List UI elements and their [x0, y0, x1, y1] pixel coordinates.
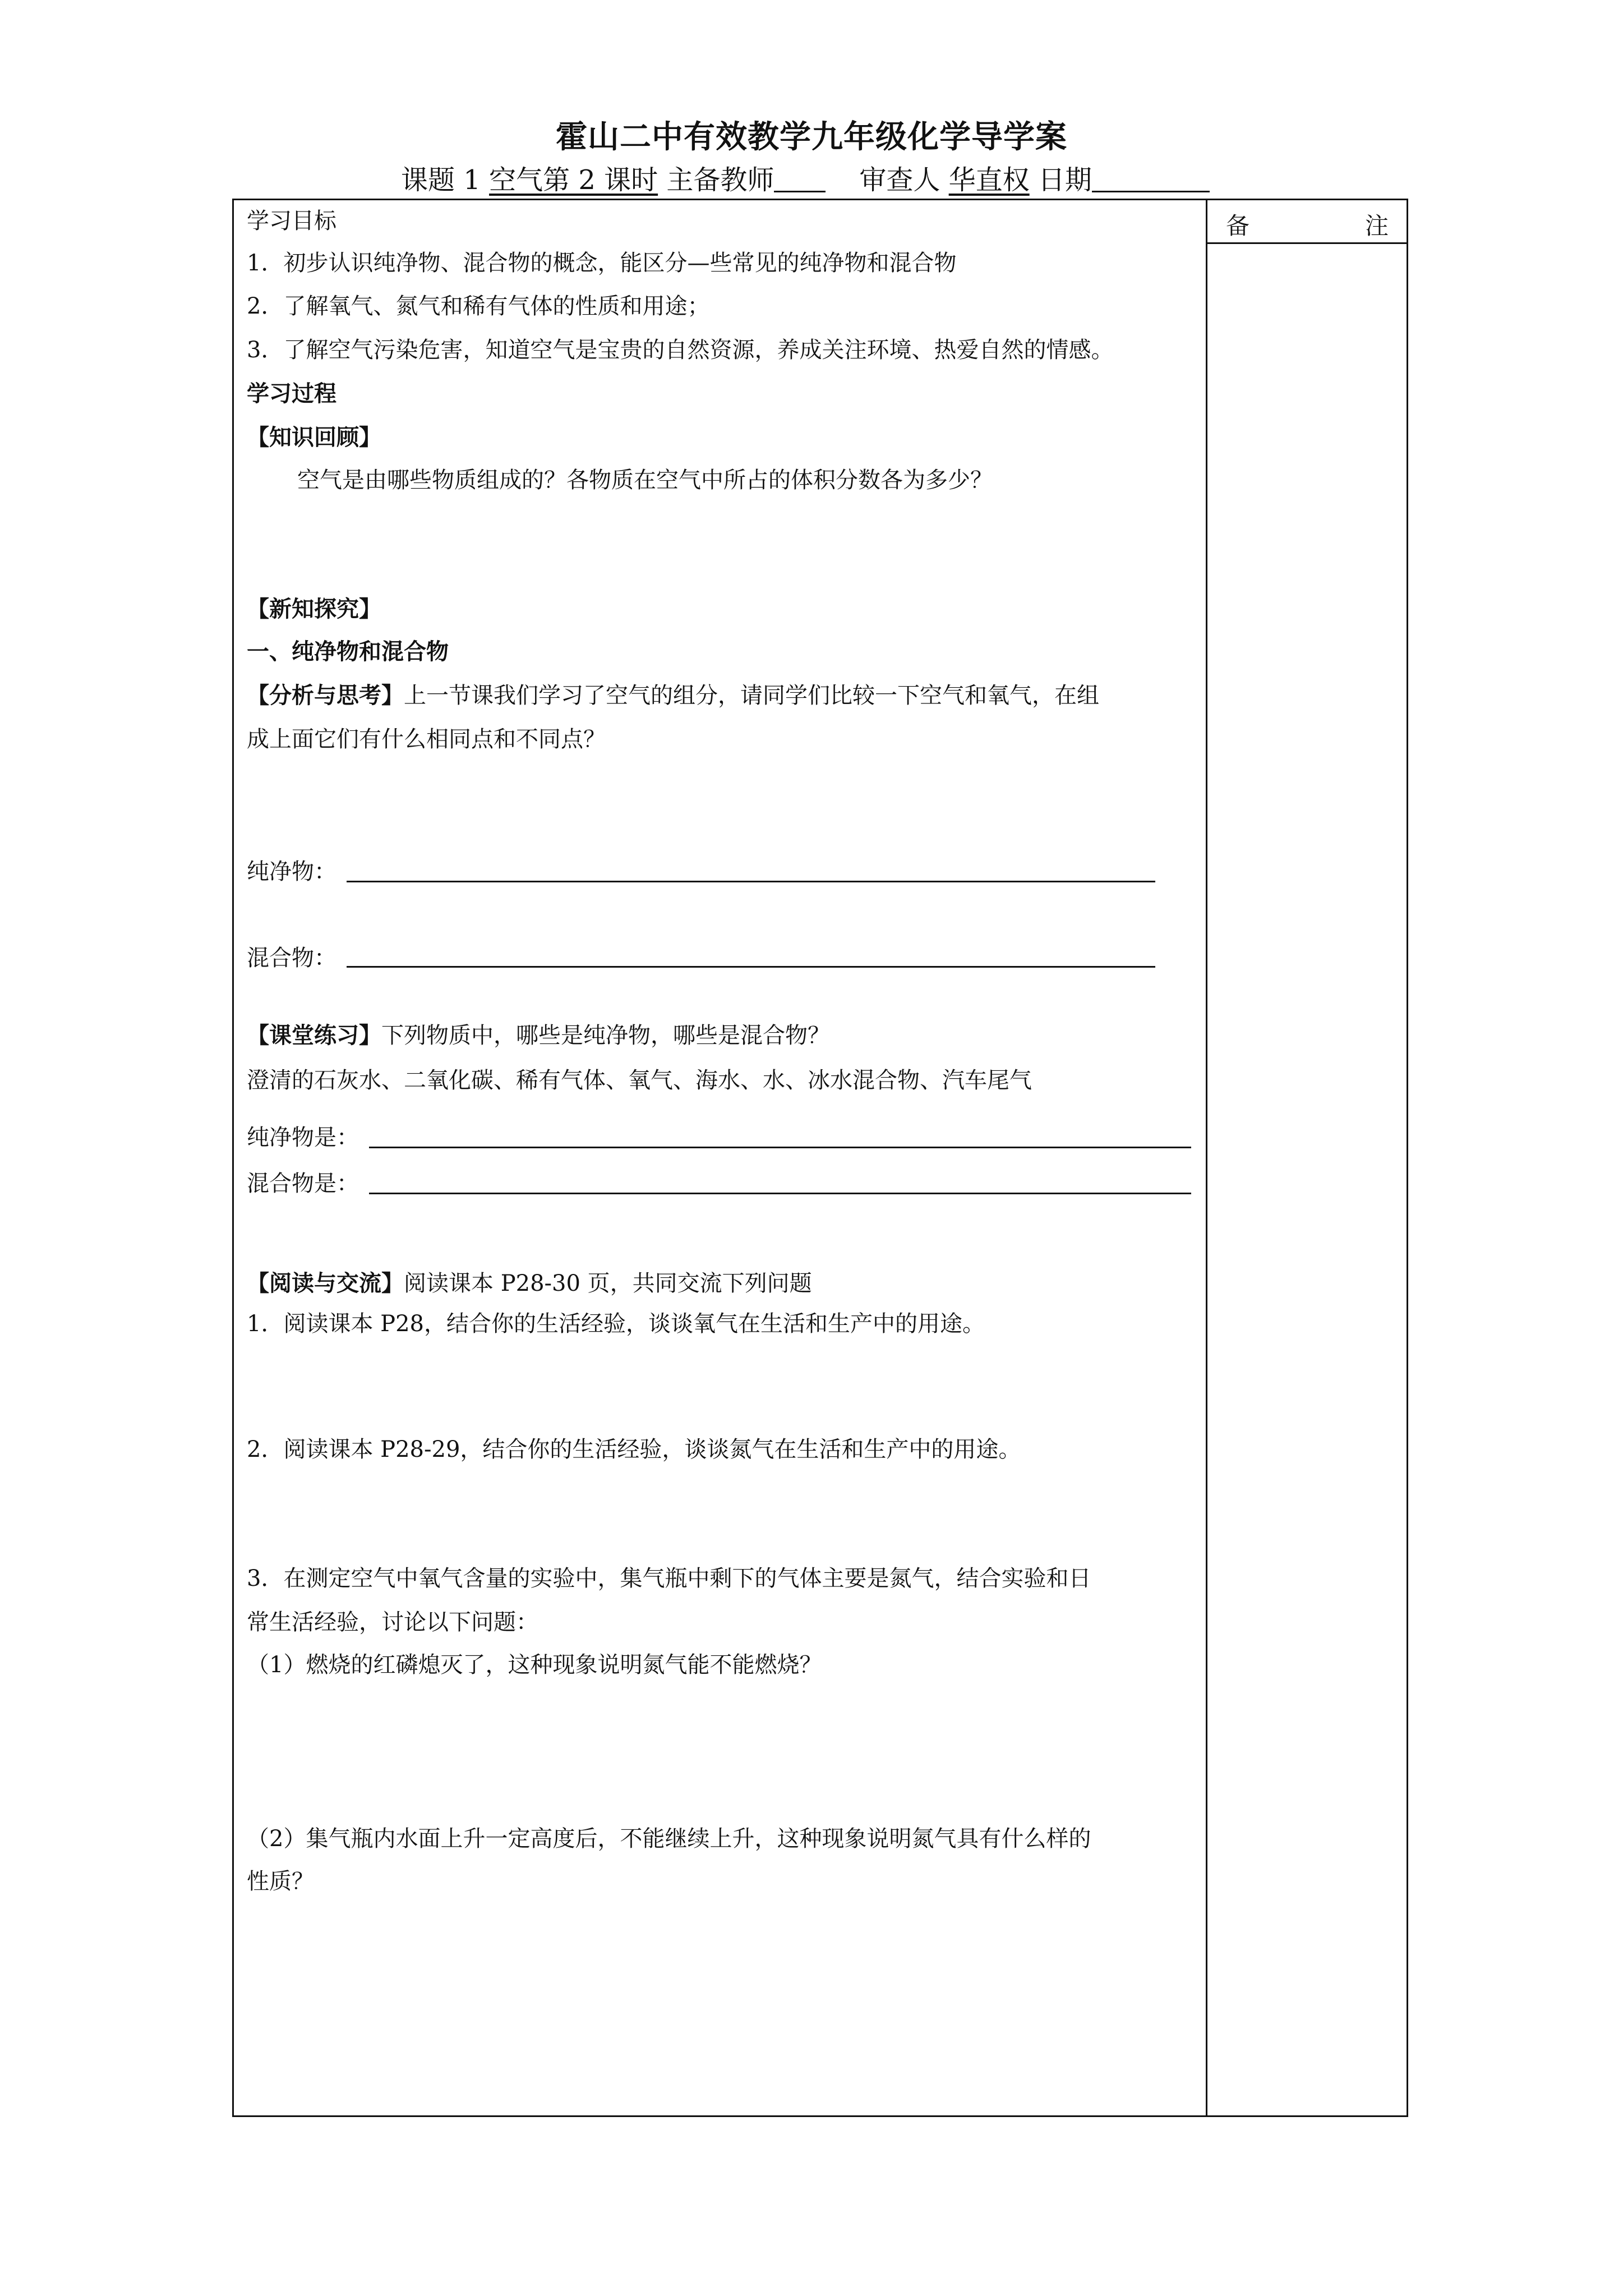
- analysis-label: 【分析与思考】: [247, 682, 404, 708]
- question-3-sub-2-line-2: 性质？: [247, 1869, 314, 1894]
- practice-line: [247, 1022, 830, 1049]
- reviewer-name: 华直权: [948, 164, 1030, 196]
- notes-header-char-2: 注: [1364, 212, 1389, 240]
- lesson-prefix: 课题 1: [401, 164, 490, 196]
- analysis-line-1: [247, 682, 1099, 709]
- reading-label: 【阅读与交流】: [247, 1270, 404, 1296]
- lesson-name: 空气第 2 课时: [489, 164, 658, 196]
- mixture-is-label: 混合物是：: [247, 1171, 359, 1197]
- mixture-label: 混合物：: [247, 945, 336, 971]
- mixture-blank[interactable]: [347, 966, 1155, 968]
- objectives-heading: 学习目标: [247, 208, 336, 234]
- question-3-line-2: 常生活经验，讨论以下问题：: [247, 1609, 538, 1635]
- notes-column-header: [1226, 208, 1389, 241]
- lesson-info-line: [401, 158, 1210, 197]
- question-1: 1．阅读课本 P28，结合你的生活经验，谈谈氧气在生活和生产中的用途。: [247, 1311, 985, 1337]
- notes-column-divider: [1206, 199, 1207, 2117]
- review-heading: 【知识回顾】: [247, 424, 381, 450]
- pure-is-label: 纯净物是：: [247, 1125, 359, 1151]
- objective-item-2: 2．了解氧气、氮气和稀有气体的性质和用途；: [247, 293, 710, 319]
- practice-items: 澄清的石灰水、二氧化碳、稀有气体、氧气、海水、水、冰水混合物、汽车尾气: [247, 1068, 1032, 1093]
- reviewer-label: 审查人: [859, 164, 949, 196]
- explore-heading: 【新知探究】: [247, 596, 381, 622]
- date-blank[interactable]: [1092, 166, 1210, 192]
- section1-title: 一、纯净物和混合物: [247, 638, 449, 665]
- question-3-sub-2-line-1: （2）集气瓶内水面上升一定高度后，不能继续上升，这种现象说明氮气具有什么样的: [247, 1826, 1091, 1852]
- pure-substance-blank[interactable]: [347, 881, 1155, 882]
- practice-label: 【课堂练习】: [247, 1022, 381, 1048]
- objective-item-1: 1．初步认识纯净物、混合物的概念，能区分—些常见的纯净物和混合物: [247, 250, 957, 276]
- practice-question: 下列物质中，哪些是纯净物，哪些是混合物？: [381, 1023, 830, 1048]
- question-3-line-1: 3．在测定空气中氧气含量的实验中，集气瓶中剩下的气体主要是氮气，结合实验和日: [247, 1566, 1091, 1591]
- page-title: 霍山二中有效教学九年级化学导学案: [556, 118, 1067, 155]
- objective-item-3: 3．了解空气污染危害，知道空气是宝贵的自然资源，养成关注环境、热爱自然的情感。: [247, 337, 1114, 363]
- teacher-blank[interactable]: [774, 166, 826, 192]
- pure-is-blank[interactable]: [369, 1147, 1191, 1148]
- question-2: 2．阅读课本 P28-29，结合你的生活经验，谈谈氮气在生活和生产中的用途。: [247, 1437, 1021, 1462]
- date-label: 日期: [1029, 164, 1092, 196]
- analysis-line-2: 成上面它们有什么相同点和不同点？: [247, 726, 606, 752]
- teacher-label: 主备教师: [658, 164, 774, 196]
- process-heading: 学习过程: [247, 380, 336, 407]
- analysis-text-1: 上一节课我们学习了空气的组分，请同学们比较一下空气和氧气，在组: [404, 683, 1099, 708]
- review-question: 空气是由哪些物质组成的？各物质在空气中所占的体积分数各为多少？: [297, 467, 993, 493]
- pure-substance-label: 纯净物：: [247, 859, 336, 885]
- question-3-sub-1: （1）燃烧的红磷熄灭了，这种现象说明氮气能不能燃烧？: [247, 1652, 822, 1678]
- notes-header-divider: [1206, 242, 1408, 244]
- reading-line: [247, 1270, 812, 1297]
- notes-header-char-1: 备: [1226, 212, 1250, 240]
- mixture-is-blank[interactable]: [369, 1193, 1191, 1194]
- reading-text: 阅读课本 P28-30 页，共同交流下列问题: [404, 1271, 812, 1296]
